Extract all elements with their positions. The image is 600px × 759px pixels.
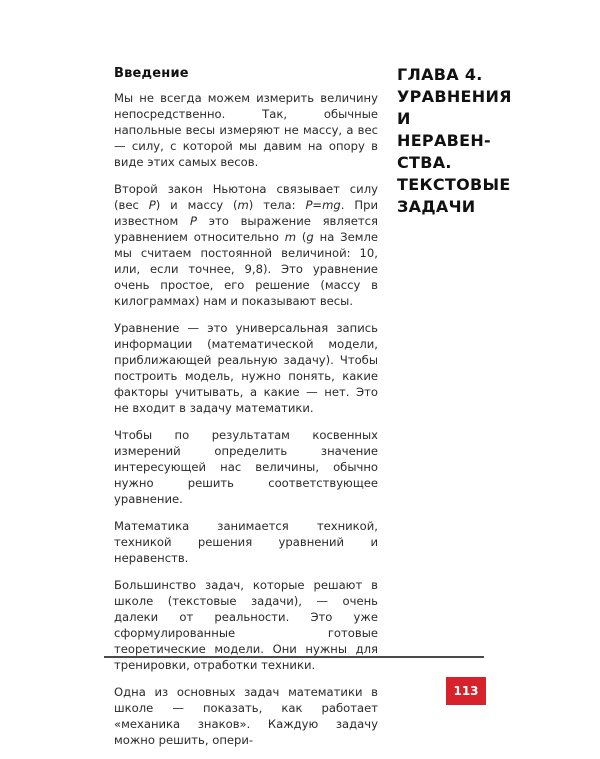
paragraph-text: на Земле мы считаем постоянной величиной: 10, или, если точнее, 9,8). Это уравнение очень простое, его решение (массу в килограммах) нам и показывают весы. bbox=[114, 230, 378, 308]
paragraph bbox=[114, 320, 378, 416]
chapter-heading-line: И НЕРАВЕН- bbox=[397, 109, 491, 150]
section-title: Введение bbox=[114, 66, 189, 81]
page-number-badge: 113 bbox=[446, 677, 486, 705]
paragraph-text: Мы не всегда можем измерить величину непосредственно. Так, обычные напольные весы измеряют не массу, а вес — силу, с которой мы давим на опору в виде этих самых весов. bbox=[114, 91, 378, 169]
paragraph bbox=[114, 518, 378, 566]
paragraph-text: Второй закон Ньютона связывает силу (вес bbox=[114, 182, 378, 212]
paragraph bbox=[114, 427, 378, 507]
paragraph bbox=[114, 684, 378, 748]
math-variable: P=mg bbox=[305, 198, 341, 212]
paragraph-text: Чтобы по результатам косвенных измерений определить значение интересующей нас величины, обычно нужно решить соответствующее уравнение. bbox=[114, 428, 378, 506]
paragraph-text: Одна из основных задач математики в школе — показать, как работает «механика знаков». Каждую задачу можно решить, опери- bbox=[114, 685, 378, 747]
paragraph-text: ) тела: bbox=[248, 198, 306, 212]
chapter-heading-line: УРАВНЕНИЯ bbox=[397, 87, 512, 106]
math-variable: m bbox=[237, 198, 249, 212]
paragraph-text: . При известном bbox=[114, 198, 378, 228]
math-variable: m bbox=[284, 230, 297, 244]
paragraph bbox=[114, 577, 378, 673]
paragraph bbox=[114, 90, 378, 170]
paragraph-text: это выражение является уравнением относительно bbox=[114, 214, 378, 244]
paragraph bbox=[114, 181, 378, 309]
paragraph-text: Математика занимается техникой, техникой решения уравнений и неравенств. bbox=[114, 519, 378, 565]
chapter-heading-line: СТВА. bbox=[397, 153, 452, 172]
math-variable: g bbox=[306, 230, 314, 244]
paragraph-text: Уравнение — это универсальная запись информации (математической модели, приближающей реальную задачу). Чтобы построить модель, нужно понять, какие факторы учитывать, а какие — нет. Это не входит в задачу математики. bbox=[114, 321, 378, 415]
paragraph-text: ) и массу ( bbox=[155, 198, 238, 212]
math-variable: P bbox=[148, 198, 156, 212]
chapter-heading-line: ТЕКСТОВЫЕ bbox=[397, 175, 511, 194]
chapter-heading bbox=[397, 64, 512, 218]
paragraph-text: Большинство задач, которые решают в школе (текстовые задачи), — очень далеки от реальности. Это уже сформулированные готовые теоретические модели. Они нужны для тренировки, отработки техники. bbox=[114, 578, 378, 672]
chapter-heading-line: ГЛАВА 4. bbox=[397, 65, 483, 84]
math-variable: P bbox=[189, 214, 197, 228]
footer-divider bbox=[104, 656, 484, 658]
paragraph-text: ( bbox=[296, 230, 307, 244]
chapter-heading-line: ЗАДАЧИ bbox=[397, 197, 476, 216]
